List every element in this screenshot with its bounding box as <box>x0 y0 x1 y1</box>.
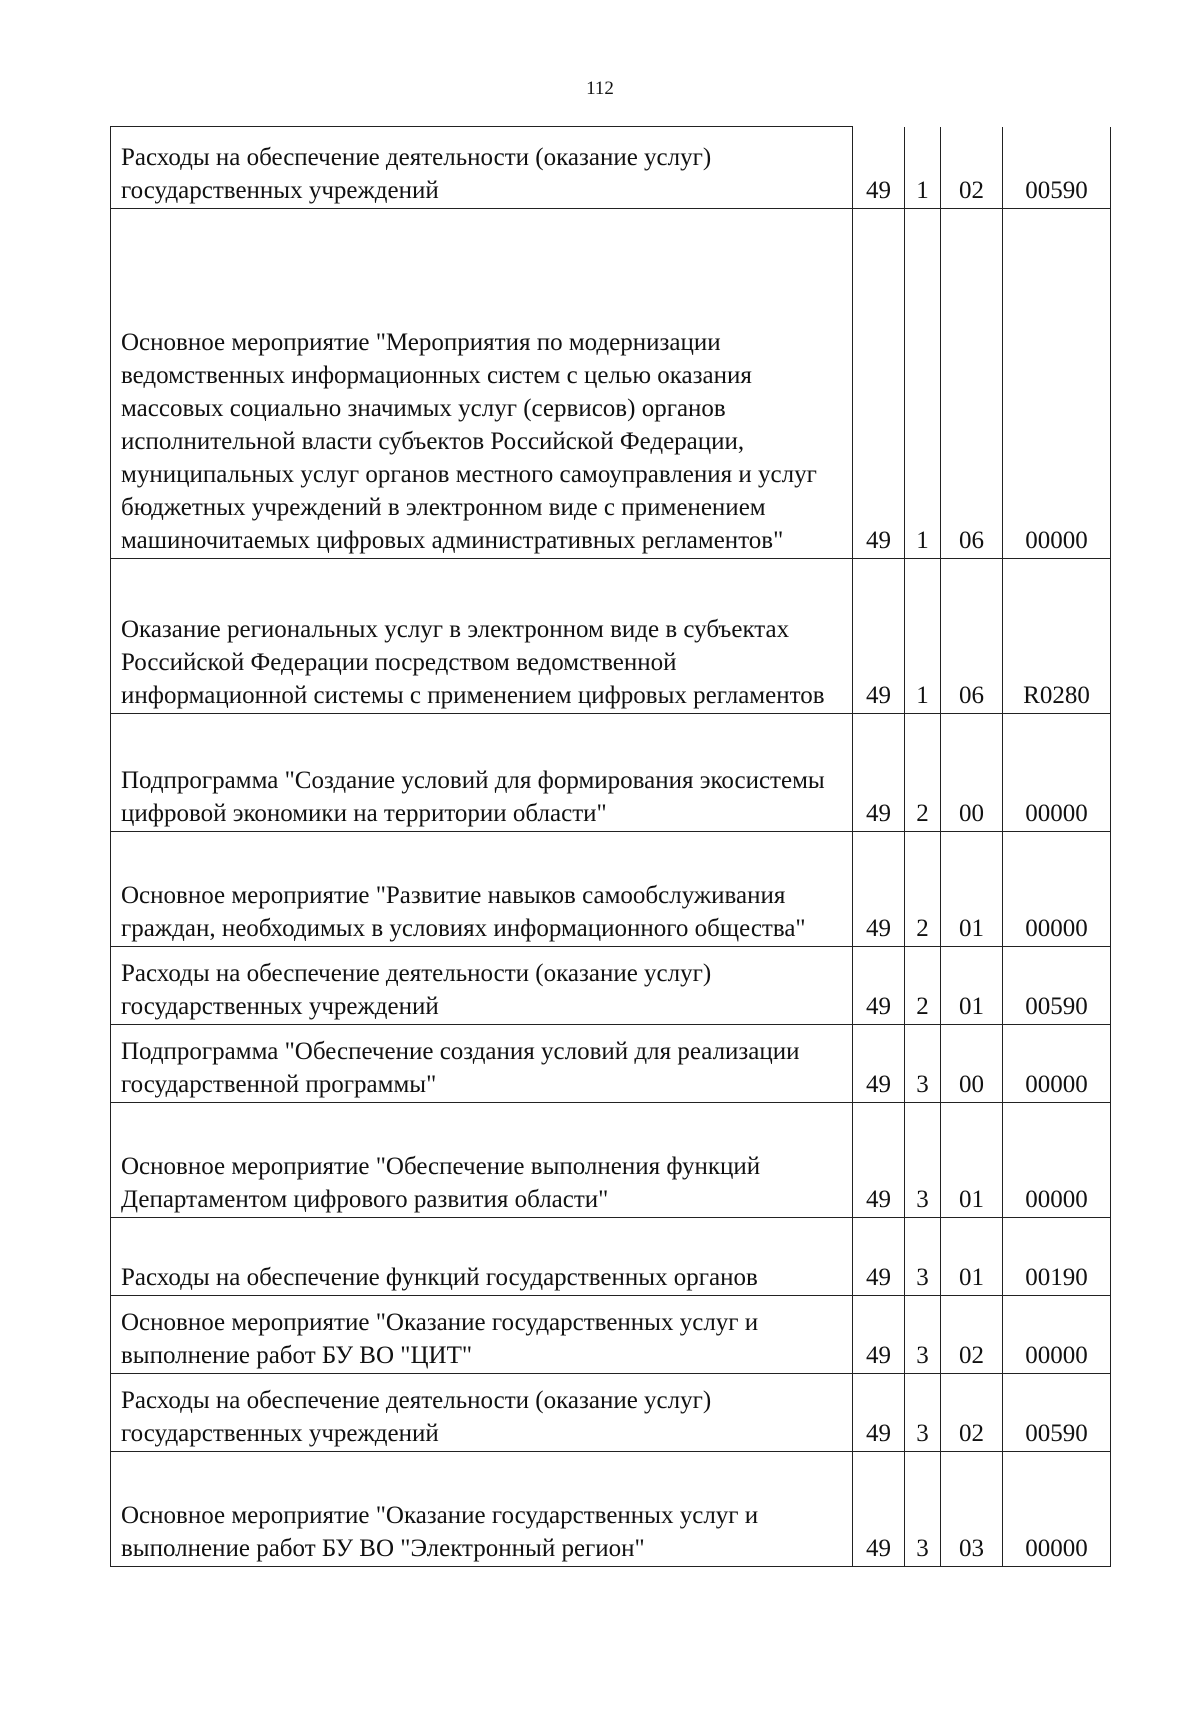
code-event: 02 <box>941 1374 1003 1452</box>
expense-name: Основное мероприятие "Оказание государственных услуг и выполнение работ БУ ВО "ЦИТ" <box>111 1296 853 1374</box>
table-row <box>111 1374 1111 1452</box>
code-program: 49 <box>853 714 905 832</box>
code-program: 49 <box>853 947 905 1025</box>
code-program: 49 <box>853 1025 905 1103</box>
code-subprogram: 3 <box>905 1374 941 1452</box>
expense-name: Оказание региональных услуг в электронном виде в субъектах Российской Федерации посредством ведомственной информационной системы с применением цифровых регламентов <box>111 559 853 714</box>
code-event: 06 <box>941 209 1003 559</box>
code-program: 49 <box>853 127 905 209</box>
code-subprogram: 3 <box>905 1296 941 1374</box>
code-event: 01 <box>941 1218 1003 1296</box>
table-row <box>111 559 1111 714</box>
code-subprogram: 2 <box>905 832 941 947</box>
code-direction: 00000 <box>1003 1452 1111 1567</box>
expense-name: Подпрограмма "Обеспечение создания условий для реализации государственной программы" <box>111 1025 853 1103</box>
code-program: 49 <box>853 559 905 714</box>
code-event: 03 <box>941 1452 1003 1567</box>
expense-name: Основное мероприятие "Развитие навыков самообслуживания граждан, необходимых в условиях информационного общества" <box>111 832 853 947</box>
code-subprogram: 1 <box>905 127 941 209</box>
code-direction: 00000 <box>1003 832 1111 947</box>
code-direction: 00590 <box>1003 127 1111 209</box>
code-subprogram: 3 <box>905 1103 941 1218</box>
code-event: 00 <box>941 714 1003 832</box>
code-program: 49 <box>853 1296 905 1374</box>
table-row <box>111 1025 1111 1103</box>
code-direction: 00000 <box>1003 1296 1111 1374</box>
code-direction: 00190 <box>1003 1218 1111 1296</box>
code-event: 00 <box>941 1025 1003 1103</box>
code-subprogram: 1 <box>905 209 941 559</box>
code-program: 49 <box>853 1218 905 1296</box>
expense-name: Основное мероприятие "Мероприятия по модернизации ведомственных информационных систем с целью оказания массовых социально значимых услуг (сервисов) органов исполнительной власти субъектов Российской Федерации, муниципальных услуг органов местного самоуправления и услуг бюджетных учреждений в электронном виде с применением машиночитаемых цифровых административных регламентов" <box>111 209 853 559</box>
code-program: 49 <box>853 1452 905 1567</box>
table-row <box>111 209 1111 559</box>
budget-classification-table <box>110 126 1111 1567</box>
code-program: 49 <box>853 209 905 559</box>
code-subprogram: 3 <box>905 1218 941 1296</box>
code-subprogram: 2 <box>905 714 941 832</box>
expense-name: Расходы на обеспечение деятельности (оказание услуг) государственных учреждений <box>111 947 853 1025</box>
table-row <box>111 1218 1111 1296</box>
code-direction: 00000 <box>1003 1025 1111 1103</box>
code-program: 49 <box>853 1103 905 1218</box>
code-event: 01 <box>941 1103 1003 1218</box>
code-event: 01 <box>941 832 1003 947</box>
page-number: 112 <box>586 78 614 99</box>
code-subprogram: 2 <box>905 947 941 1025</box>
table-row <box>111 127 1111 209</box>
table-row <box>111 1296 1111 1374</box>
table-row <box>111 1452 1111 1567</box>
expense-name: Основное мероприятие "Оказание государственных услуг и выполнение работ БУ ВО "Электронный регион" <box>111 1452 853 1567</box>
code-subprogram: 3 <box>905 1025 941 1103</box>
expense-name: Основное мероприятие "Обеспечение выполнения функций Департаментом цифрового развития области" <box>111 1103 853 1218</box>
code-direction: R0280 <box>1003 559 1111 714</box>
expense-name: Расходы на обеспечение деятельности (оказание услуг) государственных учреждений <box>111 1374 853 1452</box>
code-event: 06 <box>941 559 1003 714</box>
table-row <box>111 832 1111 947</box>
code-direction: 00590 <box>1003 1374 1111 1452</box>
code-subprogram: 1 <box>905 559 941 714</box>
code-direction: 00000 <box>1003 1103 1111 1218</box>
table-row <box>111 714 1111 832</box>
code-event: 02 <box>941 1296 1003 1374</box>
code-direction: 00000 <box>1003 714 1111 832</box>
expense-name: Подпрограмма "Создание условий для формирования экосистемы цифровой экономики на территории области" <box>111 714 853 832</box>
code-direction: 00590 <box>1003 947 1111 1025</box>
expense-name: Расходы на обеспечение функций государственных органов <box>111 1218 853 1296</box>
code-program: 49 <box>853 1374 905 1452</box>
code-program: 49 <box>853 832 905 947</box>
code-subprogram: 3 <box>905 1452 941 1567</box>
expense-name: Расходы на обеспечение деятельности (оказание услуг) государственных учреждений <box>111 127 853 209</box>
table-row <box>111 1103 1111 1218</box>
code-direction: 00000 <box>1003 209 1111 559</box>
table-row <box>111 947 1111 1025</box>
code-event: 02 <box>941 127 1003 209</box>
code-event: 01 <box>941 947 1003 1025</box>
